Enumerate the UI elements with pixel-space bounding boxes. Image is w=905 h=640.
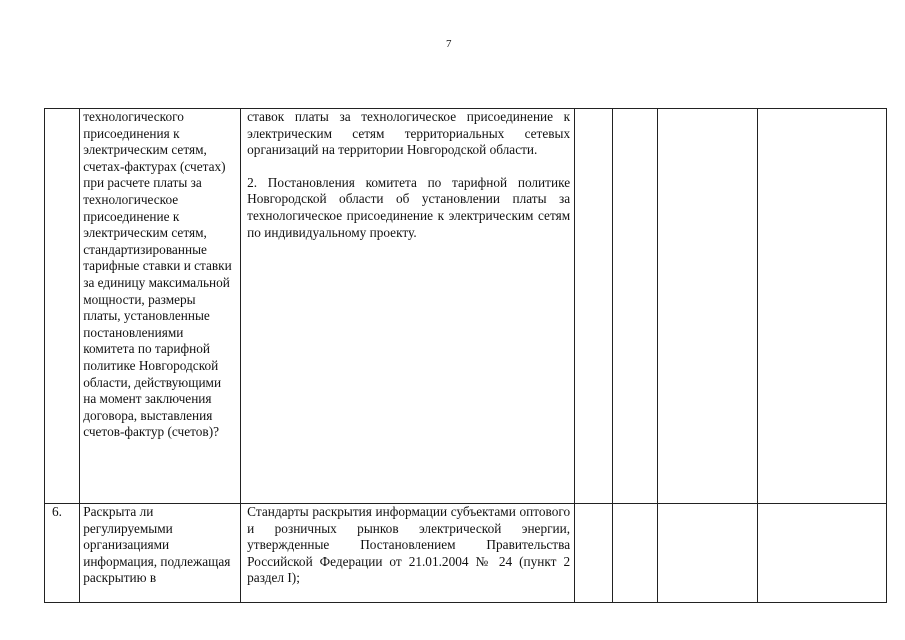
legal-basis-paragraph: Стандарты раскрытия информации субъектами оптового и розничных рынков электрической энергии, утвержденные Постановлением Правительства Российской Федерации от 21.01.2004 № 24 (пункт 2 раздел I);: [247, 504, 571, 586]
answer-na-cell: [657, 109, 758, 504]
question-cell: [80, 109, 241, 504]
notes-cell: [758, 504, 887, 603]
row-number-cell: [45, 504, 80, 603]
question-cell: [80, 504, 241, 603]
page-number: 7: [446, 38, 452, 50]
question-text: технологического присоединения к электрическим сетям, счетах-фактурах (счетах) при расчете платы за технологическое присоединение к электрическим сетям, стандартизированные тарифные ставки и ставки за единицу максимальной мощности, размеры платы, установленные постановлениями комитета по тарифной политике Новгородской области, действующими на момент заключения договора, выставления счетов-фактур (счетов)?: [83, 109, 232, 440]
table-row-continued: [45, 109, 887, 504]
answer-no-cell: [613, 504, 657, 603]
legal-basis-cell: [241, 504, 575, 603]
table-row-6: [45, 504, 887, 603]
notes-cell: [758, 109, 887, 504]
checklist-table: [44, 108, 887, 603]
row-number-cell: [45, 109, 80, 504]
question-text: Раскрыта ли регулируемыми организациями информация, подлежащая раскрытию в: [83, 504, 231, 586]
answer-no-cell: [613, 109, 657, 504]
legal-basis-cell: [241, 109, 575, 504]
answer-yes-cell: [575, 109, 613, 504]
answer-na-cell: [657, 504, 758, 603]
answer-yes-cell: [575, 504, 613, 603]
legal-basis-paragraph: ставок платы за технологическое присоединение к электрическим сетям территориальных сетевых организаций на территории Новгородской области.: [247, 109, 571, 158]
legal-basis-paragraph: 2. Постановления комитета по тарифной политике Новгородской области об установлении платы за технологическое присоединение к электрическим сетям по индивидуальному проекту.: [247, 174, 571, 240]
row-number: 6.: [52, 504, 62, 519]
